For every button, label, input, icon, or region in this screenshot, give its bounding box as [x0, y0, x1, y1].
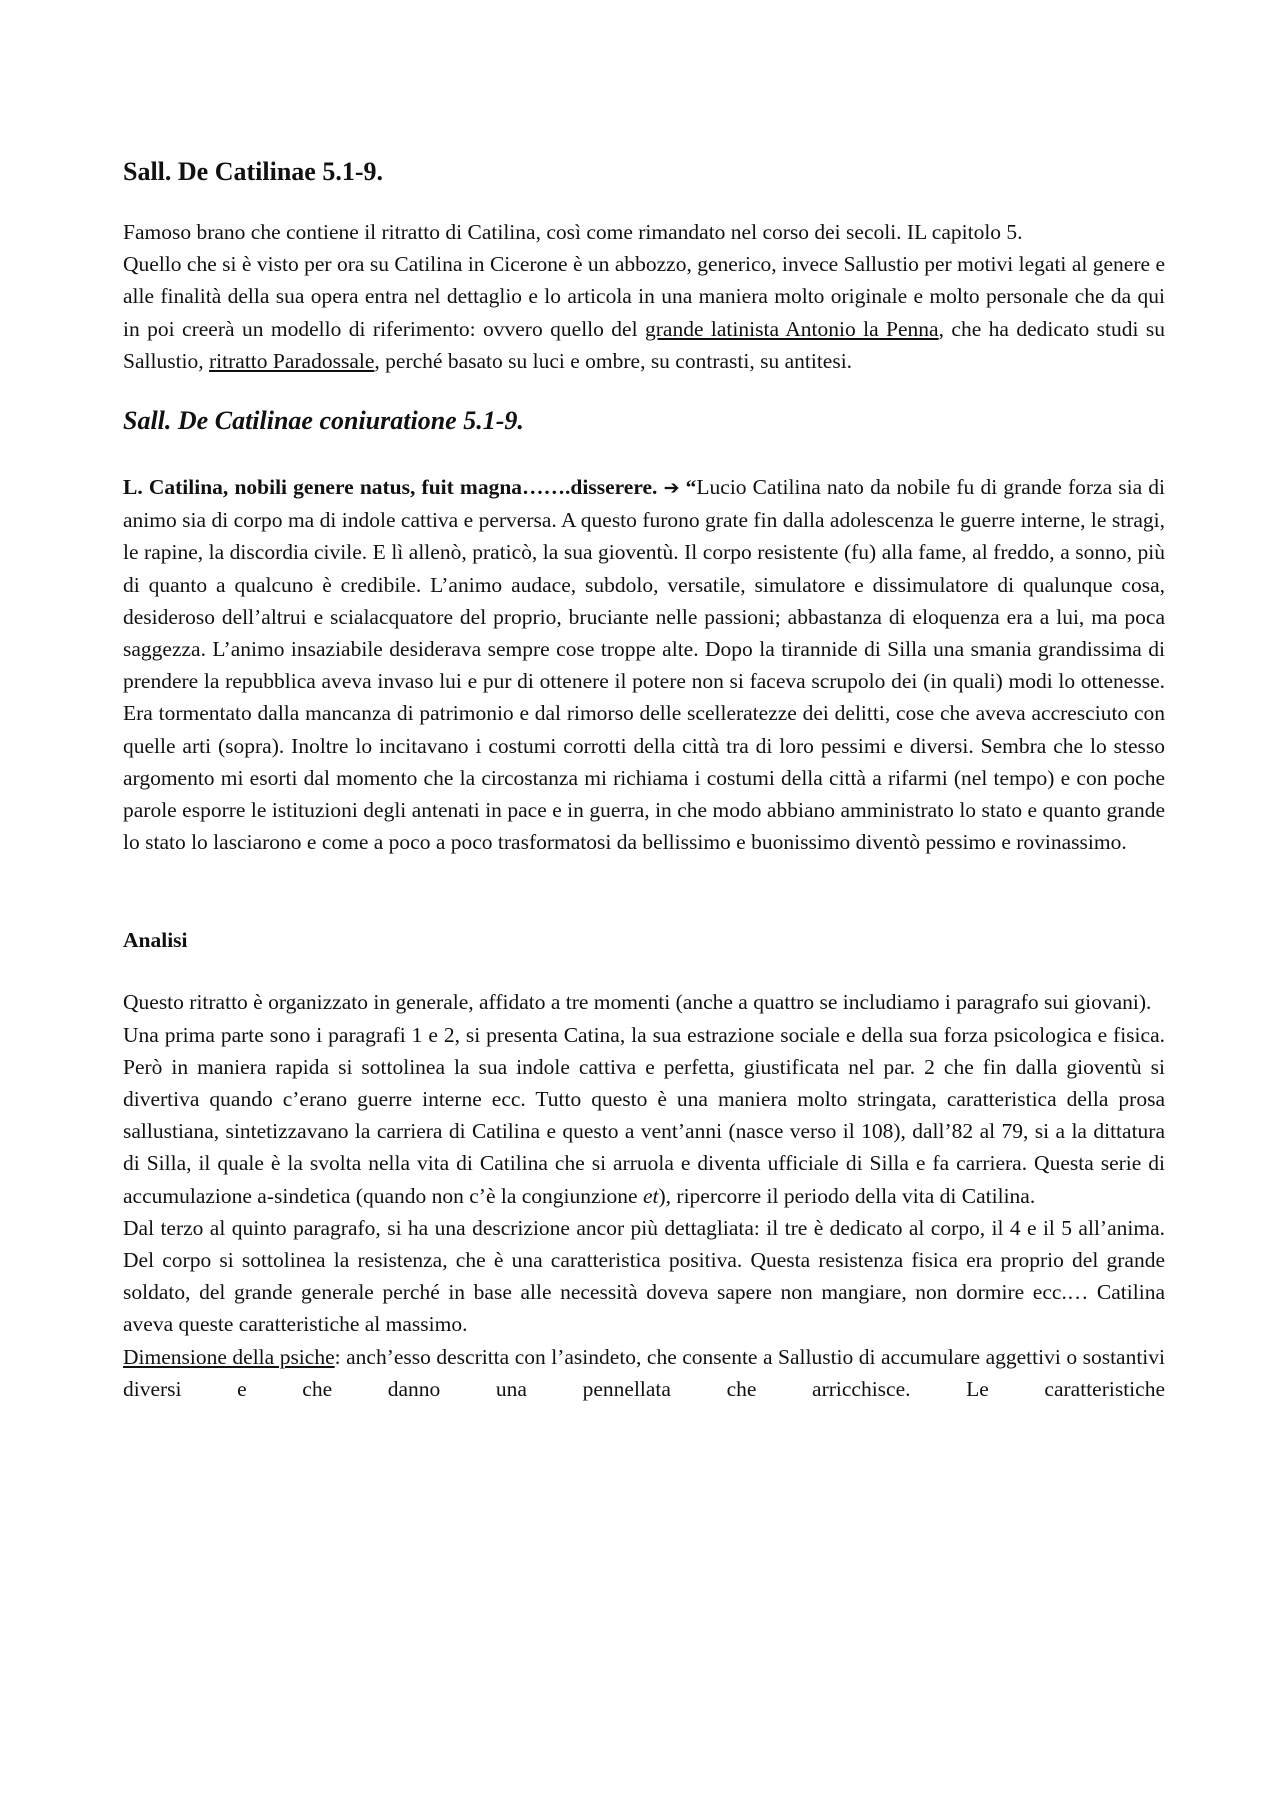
analysis-text-b: ), ripercorre il periodo della vita di Catilina. — [658, 1183, 1036, 1208]
intro-text-b: , che ha dedicato studi su Sallustio, — [123, 316, 1165, 373]
analysis-paragraph-4 — [123, 1341, 1165, 1405]
intro-text-a: Quello che si è visto per ora su Catilina in Cicerone è un abbozzo, generico, invece Sallustio per motivi legati al genere e alle finalità della sua opera entra nel dettaglio e lo articola in una maniera molto originale e molto personale che da qui in poi creerà un modello di riferimento: ovvero quello del — [123, 252, 1165, 341]
section-heading-coniuratione: Sall. De Catilinae coniuratione 5.1-9. — [123, 406, 524, 436]
latin-incipit: L. Catilina, nobili genere natus, fuit magna…….disserere. — [123, 475, 658, 500]
arrow-right-icon: ➔ — [663, 477, 680, 500]
psiche-reference: Dimensione della psiche — [123, 1344, 335, 1369]
la-penna-reference: grande latinista Antonio la Penna — [645, 316, 939, 341]
analysis-paragraph-3: Dal terzo al quinto paragrafo, si ha una descrizione ancor più dettagliata: il tre è dedicato al corpo, il 4 e il 5 all’anima. Del corpo si sottolinea la resistenza, che è una caratteristica positiva. Questa resistenza fisica era proprio del grande soldato, del grande generale perché in base alle necessità doveva sapere non mangiare, non dormire ecc.… Catilina aveva queste caratteristiche al massimo. — [123, 1215, 1165, 1337]
section-heading-analisi: Analisi — [123, 928, 188, 953]
analysis-paragraph-1: Questo ritratto è organizzato in generale, affidato a tre momenti (anche a quattro se includiamo i paragrafo sui giovani). — [123, 990, 1152, 1015]
intro-paragraph-1: Famoso brano che contiene il ritratto di Catilina, così come rimandato nel corso dei secoli. IL capitolo 5. — [123, 220, 1023, 244]
translation-paragraph — [123, 471, 1165, 858]
translation-text: Lucio Catilina nato da nobile fu di grande forza sia di animo sia di corpo ma di indole cattiva e perversa. A questo furono grate fin dalla adolescenza le guerre interne, le stragi, le rapine, la discordia civile. E lì allenò, praticò, la sua gioventù. Il corpo resistente (fu) alla fame, al freddo, a sonno, più di quanto a qualcuno è credibile. L’animo audace, subdolo, versatile, simulatore e dissimulatore di qualunque cosa, desideroso dell’altrui e scialacquatore del proprio, bruciante nelle passioni; abbastanza di eloquenza era a lui, ma poca saggezza. L’animo insaziabile desiderava sempre cose troppe alte. Dopo la tirannide di Silla una smania grandissima di prendere la repubblica aveva invaso lui e pur di ottenere il potere non si faceva scrupolo dei (in quali) modi lo ottenesse. Era tormentato dalla mancanza di patrimonio e dal rimorso delle scelleratezze dei delitti, cose che aveva accresciuto con quelle arti (sopra). Inoltre lo incitavano i costumi corrotti della città tra di loro pessimi e diversi. Sembra che lo stesso argomento mi esorti dal momento che la circostanza mi richiama i costumi della città a rifarmi (nel tempo) e con poche parole esporre le istituzioni degli antenati in pace e in guerra, in che modo abbiano amministrato lo stato e quanto grande lo stato lo lasciarono e come a poco a poco trasformatosi da bellissimo e buonissimo diventò pessimo e rovinassimo. — [123, 475, 1166, 855]
open-quote: “ — [685, 475, 697, 500]
analysis-text-c: : anch’esso descritta con l’asindeto, che consente a Sallustio di accumulare aggettivi o sostantivi diversi e che danno una pennellata che arricchisce. Le caratteristiche — [123, 1344, 1165, 1401]
intro-paragraph-2 — [123, 248, 1165, 377]
document-page — [123, 152, 1165, 1405]
analysis-paragraph-2 — [123, 1019, 1165, 1212]
page-title: Sall. De Catilinae 5.1-9. — [123, 157, 383, 186]
ritratto-paradossale-reference: ritratto Paradossale — [209, 348, 375, 373]
analysis-text-a: Una prima parte sono i paragrafi 1 e 2, si presenta Catina, la sua estrazione sociale e della sua forza psicologica e fisica. Però in maniera rapida si sottolinea la sua indole cattiva e perfetta, giustificata nel par. 2 che fin dalla gioventù si divertiva quando c’erano guerre interne ecc. Tutto questo è una maniera molto stringata, caratteristica della prosa sallustiana, sintetizzavano la carriera di Catilina e questo a vent’anni (nasce verso il 108), dall’82 al 79, si a la dittatura di Silla, il quale è la svolta nella vita di Catilina che si arruola e diventa ufficiale di Silla e fa carriera. Questa serie di accumulazione a-sindetica (quando non c’è la congiunzione — [123, 1022, 1165, 1208]
et-italic: et — [642, 1183, 659, 1208]
intro-text-c: , perché basato su luci e ombre, su contrasti, su antitesi. — [374, 348, 853, 373]
